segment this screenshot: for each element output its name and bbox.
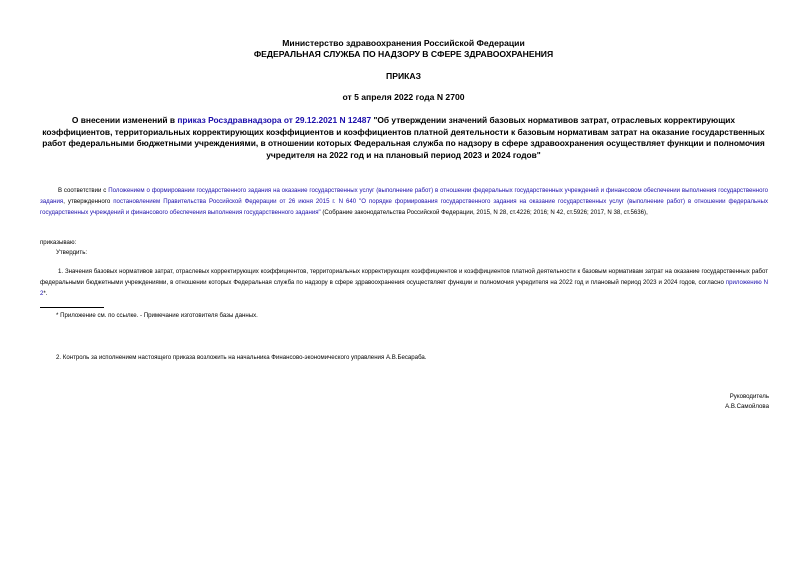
signature-name: А.В.Самойлова: [725, 403, 769, 410]
preamble-prefix: В соответствии с: [58, 187, 109, 194]
item-2-paragraph: 2. Контроль за исполнением настоящего приказа возложить на начальника Финансово-экономического управления А.В.Бесараба.: [56, 354, 427, 361]
approve-word: Утвердить:: [56, 249, 88, 256]
item-1-prefix: 1. Значения базовых нормативов затрат, отраслевых корректирующих коэффициентов, территориальных корректирующих коэффициентов и коэффициентов платной деятельности к базовым нормативам затрат на оказание государственных работ федеральными бюджетными учреждениями, в отношении которых Федеральная служба по надзору в сфере здравоохранения осуществляет функции и полномочия учредителя на 2022 год и плановый период 2023 и 2024 годов, согласно: [40, 268, 768, 287]
footnote-divider: [40, 307, 104, 308]
signature-position: Руководитель: [729, 393, 769, 400]
item-1-paragraph: [40, 266, 768, 299]
title-prefix: О внесении изменений в: [71, 115, 178, 125]
document-title: [40, 115, 767, 161]
appendix-2-link[interactable]: приложению N 2: [40, 279, 768, 298]
regulation-link[interactable]: Положением о формировании государственного задания на оказание государственных услуг (выполнение работ) в отношении федеральных государственных учреждений и финансовом обеспечении выполнения государственного задания: [40, 187, 768, 206]
title-referenced-order-link[interactable]: приказ Росздравнадзора от 29.12.2021 N 12487: [177, 115, 372, 125]
service-name: ФЕДЕРАЛЬНАЯ СЛУЖБА ПО НАДЗОРУ В СФЕРЕ ЗДРАВООХРАНЕНИЯ: [253, 49, 554, 59]
preamble-mid: , утвержденного: [63, 198, 114, 206]
order-word: приказываю:: [40, 239, 77, 246]
footnote: * Приложение см. по ссылке. - Примечание изготовителя базы данных.: [56, 312, 258, 319]
title-suffix: "Об утверждении значений базовых нормативов затрат, отраслевых корректирующих коэффициентов, территориальных корректирующих коэффициентов и коэффициентов платной деятельности к базовым нормативам затрат на оказание государственных работ федеральными бюджетными учреждениями, в отношении которых Федеральная служба по надзору в сфере здравоохранения осуществляет функции и полномочия учредителя на 2022 год и на плановый период 2023 и 2024 годов": [42, 115, 765, 160]
document-date-number: от 5 апреля 2022 года N 2700: [342, 92, 465, 102]
ministry-name: Министерство здравоохранения Российской Федерации: [282, 38, 525, 48]
document-type: ПРИКАЗ: [386, 71, 421, 81]
preamble-suffix: (Собрание законодательства Российской Федерации, 2015, N 28, ст.4226; 2016; N 42, ст.5926; 2017, N 38, ст.5636),: [320, 209, 648, 217]
government-resolution-link[interactable]: постановлением Правительства Российской Федерации от 26 июня 2015 г. N 640 "О порядке формирования государственного задания на оказание государственных услуг (выполнение работ) в отношении федеральных государственных учреждений и финансового обеспечения выполнения государственного задания": [40, 198, 769, 217]
preamble-paragraph: [40, 185, 768, 218]
item-1-suffix: *.: [43, 290, 48, 298]
